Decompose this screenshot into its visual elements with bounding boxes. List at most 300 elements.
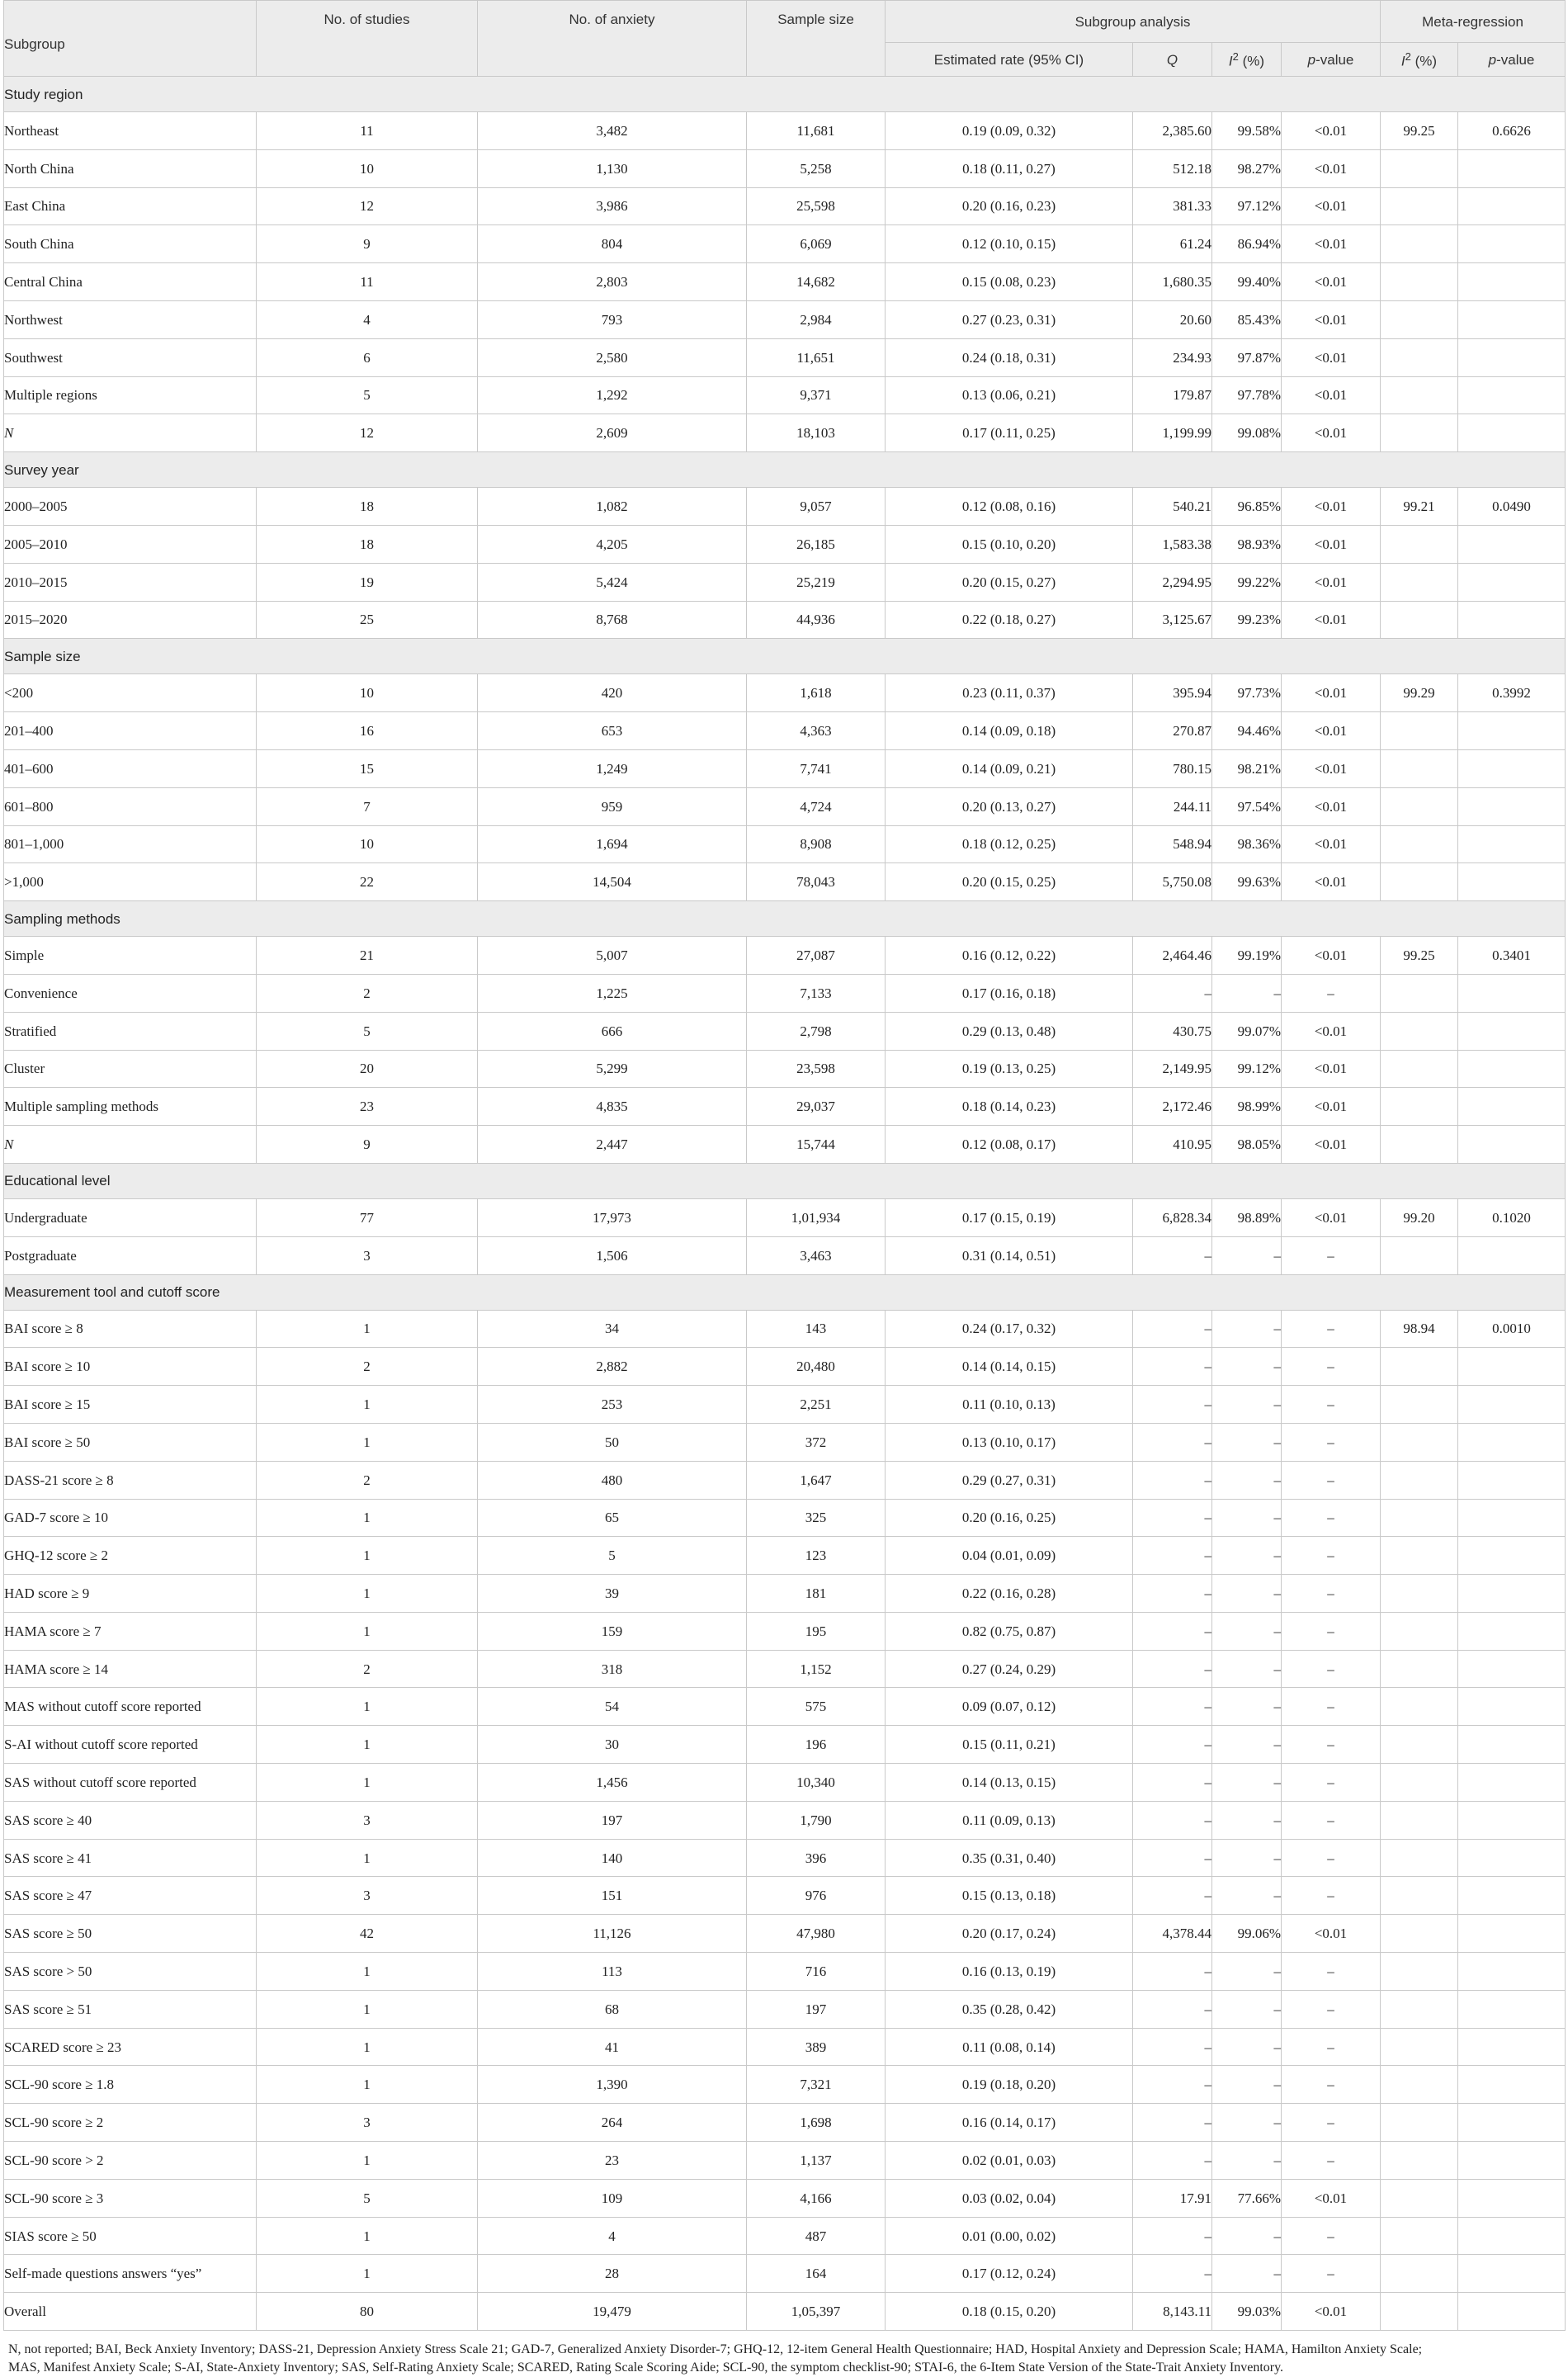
table-row bbox=[4, 1012, 1566, 1050]
cell-studies: 9 bbox=[257, 225, 478, 263]
cell-q: 410.95 bbox=[1133, 1126, 1212, 1164]
cell-i2: 97.87% bbox=[1212, 338, 1282, 376]
cell-p-value: <0.01 bbox=[1282, 1088, 1381, 1126]
mr-i2-superscript: 2 bbox=[1405, 50, 1411, 63]
subgroup-label: SIAS score ≥ 50 bbox=[4, 2228, 97, 2244]
cell-anxiety: 1,506 bbox=[478, 1236, 747, 1274]
cell-mr-p-value bbox=[1458, 2142, 1566, 2180]
cell-p-value: – bbox=[1282, 1310, 1381, 1348]
table-row bbox=[4, 1764, 1566, 1802]
cell-p-value: <0.01 bbox=[1282, 525, 1381, 563]
cell-p-value: <0.01 bbox=[1282, 787, 1381, 825]
cell-mr-p-value bbox=[1458, 1650, 1566, 1688]
cell-subgroup bbox=[4, 1726, 257, 1764]
table-row bbox=[4, 1423, 1566, 1461]
subgroup-label: SAS score ≥ 50 bbox=[4, 1926, 92, 1942]
table-row bbox=[4, 937, 1566, 975]
cell-studies: 12 bbox=[257, 187, 478, 225]
cell-anxiety: 41 bbox=[478, 2028, 747, 2066]
cell-mr-p-value: 0.6626 bbox=[1458, 112, 1566, 150]
cell-sample-size: 9,057 bbox=[747, 488, 886, 526]
cell-anxiety: 4 bbox=[478, 2217, 747, 2255]
mr-i2-symbol: I bbox=[1400, 53, 1405, 69]
subgroup-label: Cluster bbox=[4, 1061, 45, 1077]
cell-sample-size: 5,258 bbox=[747, 149, 886, 187]
cell-q: 6,828.34 bbox=[1133, 1198, 1212, 1236]
cell-mr-i2 bbox=[1381, 2293, 1458, 2331]
cell-estimated-rate: 0.20 (0.13, 0.27) bbox=[886, 787, 1133, 825]
cell-q: – bbox=[1133, 974, 1212, 1012]
cell-sample-size: 15,744 bbox=[747, 1126, 886, 1164]
cell-studies: 1 bbox=[257, 2066, 478, 2104]
cell-estimated-rate: 0.20 (0.15, 0.27) bbox=[886, 563, 1133, 601]
cell-sample-size: 372 bbox=[747, 1423, 886, 1461]
cell-i2: – bbox=[1212, 1726, 1282, 1764]
cell-anxiety: 804 bbox=[478, 225, 747, 263]
cell-estimated-rate: 0.14 (0.14, 0.15) bbox=[886, 1348, 1133, 1386]
table-footnote bbox=[8, 2341, 1565, 2377]
cell-subgroup bbox=[4, 1088, 257, 1126]
cell-q: 244.11 bbox=[1133, 787, 1212, 825]
cell-mr-i2 bbox=[1381, 2217, 1458, 2255]
cell-estimated-rate: 0.20 (0.15, 0.25) bbox=[886, 863, 1133, 901]
cell-anxiety: 68 bbox=[478, 1990, 747, 2028]
cell-anxiety: 159 bbox=[478, 1612, 747, 1650]
cell-q: – bbox=[1133, 1953, 1212, 1991]
cell-p-value: <0.01 bbox=[1282, 488, 1381, 526]
cell-p-value: <0.01 bbox=[1282, 149, 1381, 187]
cell-anxiety: 1,249 bbox=[478, 749, 747, 787]
cell-q: – bbox=[1133, 1236, 1212, 1274]
cell-p-value: – bbox=[1282, 2028, 1381, 2066]
cell-anxiety: 420 bbox=[478, 674, 747, 712]
table-row bbox=[4, 149, 1566, 187]
cell-studies: 4 bbox=[257, 300, 478, 338]
cell-p-value: <0.01 bbox=[1282, 937, 1381, 975]
cell-i2: – bbox=[1212, 2142, 1282, 2180]
cell-sample-size: 26,185 bbox=[747, 525, 886, 563]
cell-studies: 7 bbox=[257, 787, 478, 825]
section-row bbox=[4, 452, 1566, 488]
subgroup-label: Simple bbox=[4, 947, 45, 964]
table-row bbox=[4, 1198, 1566, 1236]
table-row bbox=[4, 2028, 1566, 2066]
cell-q: 8,143.11 bbox=[1133, 2293, 1212, 2331]
cell-p-value: – bbox=[1282, 1236, 1381, 1274]
subgroup-label: HAMA score ≥ 14 bbox=[4, 1661, 108, 1677]
cell-anxiety: 5,007 bbox=[478, 937, 747, 975]
cell-mr-i2 bbox=[1381, 1915, 1458, 1953]
cell-i2: 98.21% bbox=[1212, 749, 1282, 787]
cell-p-value: – bbox=[1282, 974, 1381, 1012]
cell-studies: 22 bbox=[257, 863, 478, 901]
cell-mr-p-value bbox=[1458, 525, 1566, 563]
cell-studies: 42 bbox=[257, 1915, 478, 1953]
col-subgroup-analysis bbox=[886, 1, 1381, 43]
cell-mr-i2 bbox=[1381, 149, 1458, 187]
cell-q: – bbox=[1133, 1537, 1212, 1575]
cell-subgroup bbox=[4, 2104, 257, 2142]
cell-mr-p-value bbox=[1458, 1050, 1566, 1088]
subgroup-label: N bbox=[4, 425, 14, 442]
cell-sample-size: 8,908 bbox=[747, 825, 886, 863]
cell-studies: 21 bbox=[257, 937, 478, 975]
cell-q: – bbox=[1133, 2066, 1212, 2104]
cell-anxiety: 793 bbox=[478, 300, 747, 338]
cell-subgroup bbox=[4, 1990, 257, 2028]
cell-mr-p-value bbox=[1458, 2104, 1566, 2142]
cell-sample-size: 197 bbox=[747, 1990, 886, 2028]
cell-q: – bbox=[1133, 2142, 1212, 2180]
cell-i2: 99.58% bbox=[1212, 112, 1282, 150]
table-row bbox=[4, 2104, 1566, 2142]
cell-subgroup bbox=[4, 414, 257, 452]
cell-anxiety: 666 bbox=[478, 1012, 747, 1050]
cell-anxiety: 23 bbox=[478, 2142, 747, 2180]
col-estimated-rate-label: Estimated rate (95% CI) bbox=[933, 51, 1084, 68]
cell-mr-p-value bbox=[1458, 1953, 1566, 1991]
cell-mr-p-value bbox=[1458, 1386, 1566, 1424]
cell-q: – bbox=[1133, 1990, 1212, 2028]
cell-anxiety: 50 bbox=[478, 1423, 747, 1461]
section-title: Survey year bbox=[4, 452, 1566, 488]
cell-subgroup bbox=[4, 749, 257, 787]
cell-sample-size: 143 bbox=[747, 1310, 886, 1348]
cell-estimated-rate: 0.24 (0.18, 0.31) bbox=[886, 338, 1133, 376]
cell-i2: 99.06% bbox=[1212, 1915, 1282, 1953]
cell-sample-size: 716 bbox=[747, 1953, 886, 1991]
cell-i2: 98.36% bbox=[1212, 825, 1282, 863]
cell-studies: 15 bbox=[257, 749, 478, 787]
subgroup-label: N bbox=[4, 1137, 14, 1153]
cell-estimated-rate: 0.18 (0.12, 0.25) bbox=[886, 825, 1133, 863]
cell-q: – bbox=[1133, 1877, 1212, 1915]
cell-i2: – bbox=[1212, 1612, 1282, 1650]
cell-mr-p-value bbox=[1458, 187, 1566, 225]
table-row bbox=[4, 1236, 1566, 1274]
cell-q: 3,125.67 bbox=[1133, 601, 1212, 639]
cell-q: 2,294.95 bbox=[1133, 563, 1212, 601]
section-row bbox=[4, 901, 1566, 937]
subgroup-label: SAS score > 50 bbox=[4, 1963, 92, 1979]
cell-q: 780.15 bbox=[1133, 749, 1212, 787]
cell-i2: 97.78% bbox=[1212, 376, 1282, 414]
cell-mr-i2 bbox=[1381, 2104, 1458, 2142]
section-row bbox=[4, 1163, 1566, 1198]
cell-i2: 99.12% bbox=[1212, 1050, 1282, 1088]
cell-q: – bbox=[1133, 2217, 1212, 2255]
col-p-value bbox=[1282, 43, 1381, 77]
mr-p-symbol: p bbox=[1488, 51, 1497, 68]
cell-subgroup bbox=[4, 1877, 257, 1915]
cell-studies: 1 bbox=[257, 2028, 478, 2066]
cell-p-value: – bbox=[1282, 1726, 1381, 1764]
cell-q: – bbox=[1133, 2028, 1212, 2066]
cell-estimated-rate: 0.16 (0.14, 0.17) bbox=[886, 2104, 1133, 2142]
cell-estimated-rate: 0.17 (0.12, 0.24) bbox=[886, 2255, 1133, 2293]
cell-i2: – bbox=[1212, 1877, 1282, 1915]
cell-mr-i2 bbox=[1381, 414, 1458, 452]
table-row bbox=[4, 2293, 1566, 2331]
cell-sample-size: 44,936 bbox=[747, 601, 886, 639]
cell-p-value: <0.01 bbox=[1282, 1198, 1381, 1236]
table-row bbox=[4, 1537, 1566, 1575]
cell-sample-size: 11,681 bbox=[747, 112, 886, 150]
cell-anxiety: 480 bbox=[478, 1461, 747, 1499]
cell-estimated-rate: 0.14 (0.09, 0.21) bbox=[886, 749, 1133, 787]
cell-anxiety: 1,225 bbox=[478, 974, 747, 1012]
cell-mr-p-value: 0.3401 bbox=[1458, 937, 1566, 975]
cell-estimated-rate: 0.20 (0.16, 0.25) bbox=[886, 1499, 1133, 1537]
cell-anxiety: 959 bbox=[478, 787, 747, 825]
subgroup-label: South China bbox=[4, 236, 74, 253]
table-row bbox=[4, 525, 1566, 563]
cell-i2: – bbox=[1212, 974, 1282, 1012]
table-row bbox=[4, 1348, 1566, 1386]
cell-i2: – bbox=[1212, 1953, 1282, 1991]
cell-mr-i2 bbox=[1381, 1801, 1458, 1839]
subgroup-label: MAS without cutoff score reported bbox=[4, 1699, 201, 1715]
cell-estimated-rate: 0.82 (0.75, 0.87) bbox=[886, 1612, 1133, 1650]
cell-anxiety: 264 bbox=[478, 2104, 747, 2142]
subgroup-label: SAS without cutoff score reported bbox=[4, 1774, 196, 1790]
table-row bbox=[4, 2179, 1566, 2217]
cell-p-value: <0.01 bbox=[1282, 187, 1381, 225]
subgroup-label: 2010–2015 bbox=[4, 574, 68, 590]
cell-anxiety: 3,986 bbox=[478, 187, 747, 225]
cell-q: 17.91 bbox=[1133, 2179, 1212, 2217]
section-title: Measurement tool and cutoff score bbox=[4, 1274, 1566, 1310]
cell-anxiety: 11,126 bbox=[478, 1915, 747, 1953]
table-row bbox=[4, 1126, 1566, 1164]
cell-estimated-rate: 0.29 (0.27, 0.31) bbox=[886, 1461, 1133, 1499]
cell-mr-p-value bbox=[1458, 1575, 1566, 1613]
cell-mr-i2 bbox=[1381, 1877, 1458, 1915]
subgroup-label: Overall bbox=[4, 2304, 46, 2320]
cell-anxiety: 1,390 bbox=[478, 2066, 747, 2104]
cell-mr-p-value bbox=[1458, 974, 1566, 1012]
cell-estimated-rate: 0.13 (0.06, 0.21) bbox=[886, 376, 1133, 414]
cell-mr-p-value bbox=[1458, 1612, 1566, 1650]
cell-mr-p-value bbox=[1458, 2066, 1566, 2104]
cell-q: 20.60 bbox=[1133, 300, 1212, 338]
cell-studies: 6 bbox=[257, 338, 478, 376]
cell-studies: 20 bbox=[257, 1050, 478, 1088]
cell-mr-i2 bbox=[1381, 300, 1458, 338]
cell-i2: – bbox=[1212, 1764, 1282, 1802]
cell-anxiety: 34 bbox=[478, 1310, 747, 1348]
cell-sample-size: 18,103 bbox=[747, 414, 886, 452]
cell-mr-i2 bbox=[1381, 2142, 1458, 2180]
cell-estimated-rate: 0.18 (0.15, 0.20) bbox=[886, 2293, 1133, 2331]
table-row bbox=[4, 1990, 1566, 2028]
cell-estimated-rate: 0.18 (0.11, 0.27) bbox=[886, 149, 1133, 187]
cell-anxiety: 151 bbox=[478, 1877, 747, 1915]
cell-studies: 1 bbox=[257, 2255, 478, 2293]
cell-mr-i2 bbox=[1381, 1764, 1458, 1802]
cell-mr-p-value bbox=[1458, 376, 1566, 414]
cell-i2: 99.40% bbox=[1212, 263, 1282, 301]
cell-anxiety: 5,299 bbox=[478, 1050, 747, 1088]
subgroup-label: SCL-90 score > 2 bbox=[4, 2152, 104, 2168]
cell-p-value: – bbox=[1282, 1877, 1381, 1915]
subgroup-label: SAS score ≥ 40 bbox=[4, 1812, 92, 1828]
cell-estimated-rate: 0.17 (0.11, 0.25) bbox=[886, 414, 1133, 452]
cell-anxiety: 8,768 bbox=[478, 601, 747, 639]
cell-estimated-rate: 0.18 (0.14, 0.23) bbox=[886, 1088, 1133, 1126]
cell-anxiety: 4,205 bbox=[478, 525, 747, 563]
cell-mr-i2: 98.94 bbox=[1381, 1310, 1458, 1348]
cell-q: – bbox=[1133, 2104, 1212, 2142]
cell-anxiety: 1,082 bbox=[478, 488, 747, 526]
table-row bbox=[4, 1575, 1566, 1613]
cell-p-value: – bbox=[1282, 1953, 1381, 1991]
col-mr-i2 bbox=[1381, 43, 1458, 77]
cell-studies: 2 bbox=[257, 1348, 478, 1386]
cell-subgroup bbox=[4, 225, 257, 263]
cell-i2: – bbox=[1212, 2028, 1282, 2066]
cell-sample-size: 196 bbox=[747, 1726, 886, 1764]
cell-sample-size: 29,037 bbox=[747, 1088, 886, 1126]
cell-i2: 77.66% bbox=[1212, 2179, 1282, 2217]
cell-mr-i2 bbox=[1381, 787, 1458, 825]
cell-q: – bbox=[1133, 1310, 1212, 1348]
cell-mr-i2: 99.25 bbox=[1381, 937, 1458, 975]
cell-i2: – bbox=[1212, 1386, 1282, 1424]
subgroup-label: 601–800 bbox=[4, 798, 54, 815]
cell-studies: 1 bbox=[257, 1839, 478, 1877]
cell-subgroup bbox=[4, 2293, 257, 2331]
cell-studies: 10 bbox=[257, 825, 478, 863]
cell-mr-i2 bbox=[1381, 1348, 1458, 1386]
subgroup-label: Postgraduate bbox=[4, 1247, 77, 1264]
cell-sample-size: 2,251 bbox=[747, 1386, 886, 1424]
cell-mr-i2 bbox=[1381, 1236, 1458, 1274]
subgroup-label: 401–600 bbox=[4, 760, 54, 777]
cell-sample-size: 20,480 bbox=[747, 1348, 886, 1386]
cell-mr-p-value bbox=[1458, 300, 1566, 338]
cell-subgroup bbox=[4, 1575, 257, 1613]
cell-studies: 1 bbox=[257, 1726, 478, 1764]
cell-i2: 99.19% bbox=[1212, 937, 1282, 975]
cell-sample-size: 25,219 bbox=[747, 563, 886, 601]
table-row bbox=[4, 863, 1566, 901]
subgroup-label: SAS score ≥ 47 bbox=[4, 1888, 92, 1904]
cell-sample-size: 9,371 bbox=[747, 376, 886, 414]
subgroup-label: 2000–2005 bbox=[4, 499, 68, 515]
cell-i2: 99.22% bbox=[1212, 563, 1282, 601]
cell-subgroup bbox=[4, 937, 257, 975]
cell-mr-i2 bbox=[1381, 1612, 1458, 1650]
cell-i2: 97.12% bbox=[1212, 187, 1282, 225]
table-row bbox=[4, 1801, 1566, 1839]
cell-studies: 11 bbox=[257, 112, 478, 150]
cell-anxiety: 253 bbox=[478, 1386, 747, 1424]
cell-sample-size: 487 bbox=[747, 2217, 886, 2255]
cell-subgroup bbox=[4, 149, 257, 187]
subgroup-label: Northeast bbox=[4, 122, 59, 139]
table-row bbox=[4, 112, 1566, 150]
cell-anxiety: 2,609 bbox=[478, 414, 747, 452]
cell-mr-i2 bbox=[1381, 601, 1458, 639]
cell-q: 430.75 bbox=[1133, 1012, 1212, 1050]
cell-mr-p-value bbox=[1458, 1348, 1566, 1386]
cell-q: 61.24 bbox=[1133, 225, 1212, 263]
cell-mr-i2 bbox=[1381, 1953, 1458, 1991]
cell-mr-i2 bbox=[1381, 1726, 1458, 1764]
cell-q: 179.87 bbox=[1133, 376, 1212, 414]
cell-anxiety: 5,424 bbox=[478, 563, 747, 601]
cell-sample-size: 195 bbox=[747, 1612, 886, 1650]
cell-sample-size: 976 bbox=[747, 1877, 886, 1915]
subgroup-label: GHQ-12 score ≥ 2 bbox=[4, 1548, 108, 1564]
cell-estimated-rate: 0.23 (0.11, 0.37) bbox=[886, 674, 1133, 712]
subgroup-label: 2015–2020 bbox=[4, 612, 68, 628]
cell-estimated-rate: 0.16 (0.13, 0.19) bbox=[886, 1953, 1133, 1991]
cell-sample-size: 11,651 bbox=[747, 338, 886, 376]
subgroup-label: North China bbox=[4, 160, 74, 177]
cell-subgroup bbox=[4, 2142, 257, 2180]
cell-q: 395.94 bbox=[1133, 674, 1212, 712]
table-row bbox=[4, 2142, 1566, 2180]
cell-q: 2,172.46 bbox=[1133, 1088, 1212, 1126]
cell-mr-i2 bbox=[1381, 1688, 1458, 1726]
cell-anxiety: 1,694 bbox=[478, 825, 747, 863]
subgroup-label: Stratified bbox=[4, 1023, 57, 1039]
col-i2 bbox=[1212, 43, 1282, 77]
cell-mr-i2 bbox=[1381, 338, 1458, 376]
table-row bbox=[4, 563, 1566, 601]
cell-subgroup bbox=[4, 1236, 257, 1274]
cell-studies: 2 bbox=[257, 974, 478, 1012]
subgroup-label: SCL-90 score ≥ 3 bbox=[4, 2190, 104, 2206]
cell-subgroup bbox=[4, 1650, 257, 1688]
cell-anxiety: 65 bbox=[478, 1499, 747, 1537]
table-header bbox=[4, 1, 1566, 77]
cell-i2: – bbox=[1212, 1348, 1282, 1386]
cell-mr-p-value: 0.1020 bbox=[1458, 1198, 1566, 1236]
cell-mr-i2 bbox=[1381, 563, 1458, 601]
subgroup-meta-table bbox=[3, 0, 1566, 2331]
cell-p-value: <0.01 bbox=[1282, 112, 1381, 150]
col-subgroup bbox=[4, 1, 257, 77]
cell-mr-i2 bbox=[1381, 1050, 1458, 1088]
cell-sample-size: 78,043 bbox=[747, 863, 886, 901]
cell-studies: 10 bbox=[257, 149, 478, 187]
table-row bbox=[4, 1726, 1566, 1764]
cell-mr-p-value bbox=[1458, 1012, 1566, 1050]
cell-i2: 98.27% bbox=[1212, 149, 1282, 187]
cell-sample-size: 1,698 bbox=[747, 2104, 886, 2142]
table-row bbox=[4, 225, 1566, 263]
cell-p-value: <0.01 bbox=[1282, 376, 1381, 414]
cell-sample-size: 1,152 bbox=[747, 1650, 886, 1688]
cell-mr-i2 bbox=[1381, 1012, 1458, 1050]
cell-estimated-rate: 0.35 (0.31, 0.40) bbox=[886, 1839, 1133, 1877]
cell-studies: 1 bbox=[257, 1764, 478, 1802]
cell-mr-p-value bbox=[1458, 2293, 1566, 2331]
cell-anxiety: 30 bbox=[478, 1726, 747, 1764]
cell-mr-p-value bbox=[1458, 1990, 1566, 2028]
subgroup-label: BAI score ≥ 8 bbox=[4, 1321, 83, 1337]
cell-p-value: – bbox=[1282, 1839, 1381, 1877]
table-row bbox=[4, 488, 1566, 526]
cell-estimated-rate: 0.14 (0.09, 0.18) bbox=[886, 712, 1133, 750]
cell-studies: 1 bbox=[257, 1310, 478, 1348]
cell-studies: 1 bbox=[257, 1499, 478, 1537]
cell-p-value: <0.01 bbox=[1282, 1126, 1381, 1164]
table-row bbox=[4, 712, 1566, 750]
